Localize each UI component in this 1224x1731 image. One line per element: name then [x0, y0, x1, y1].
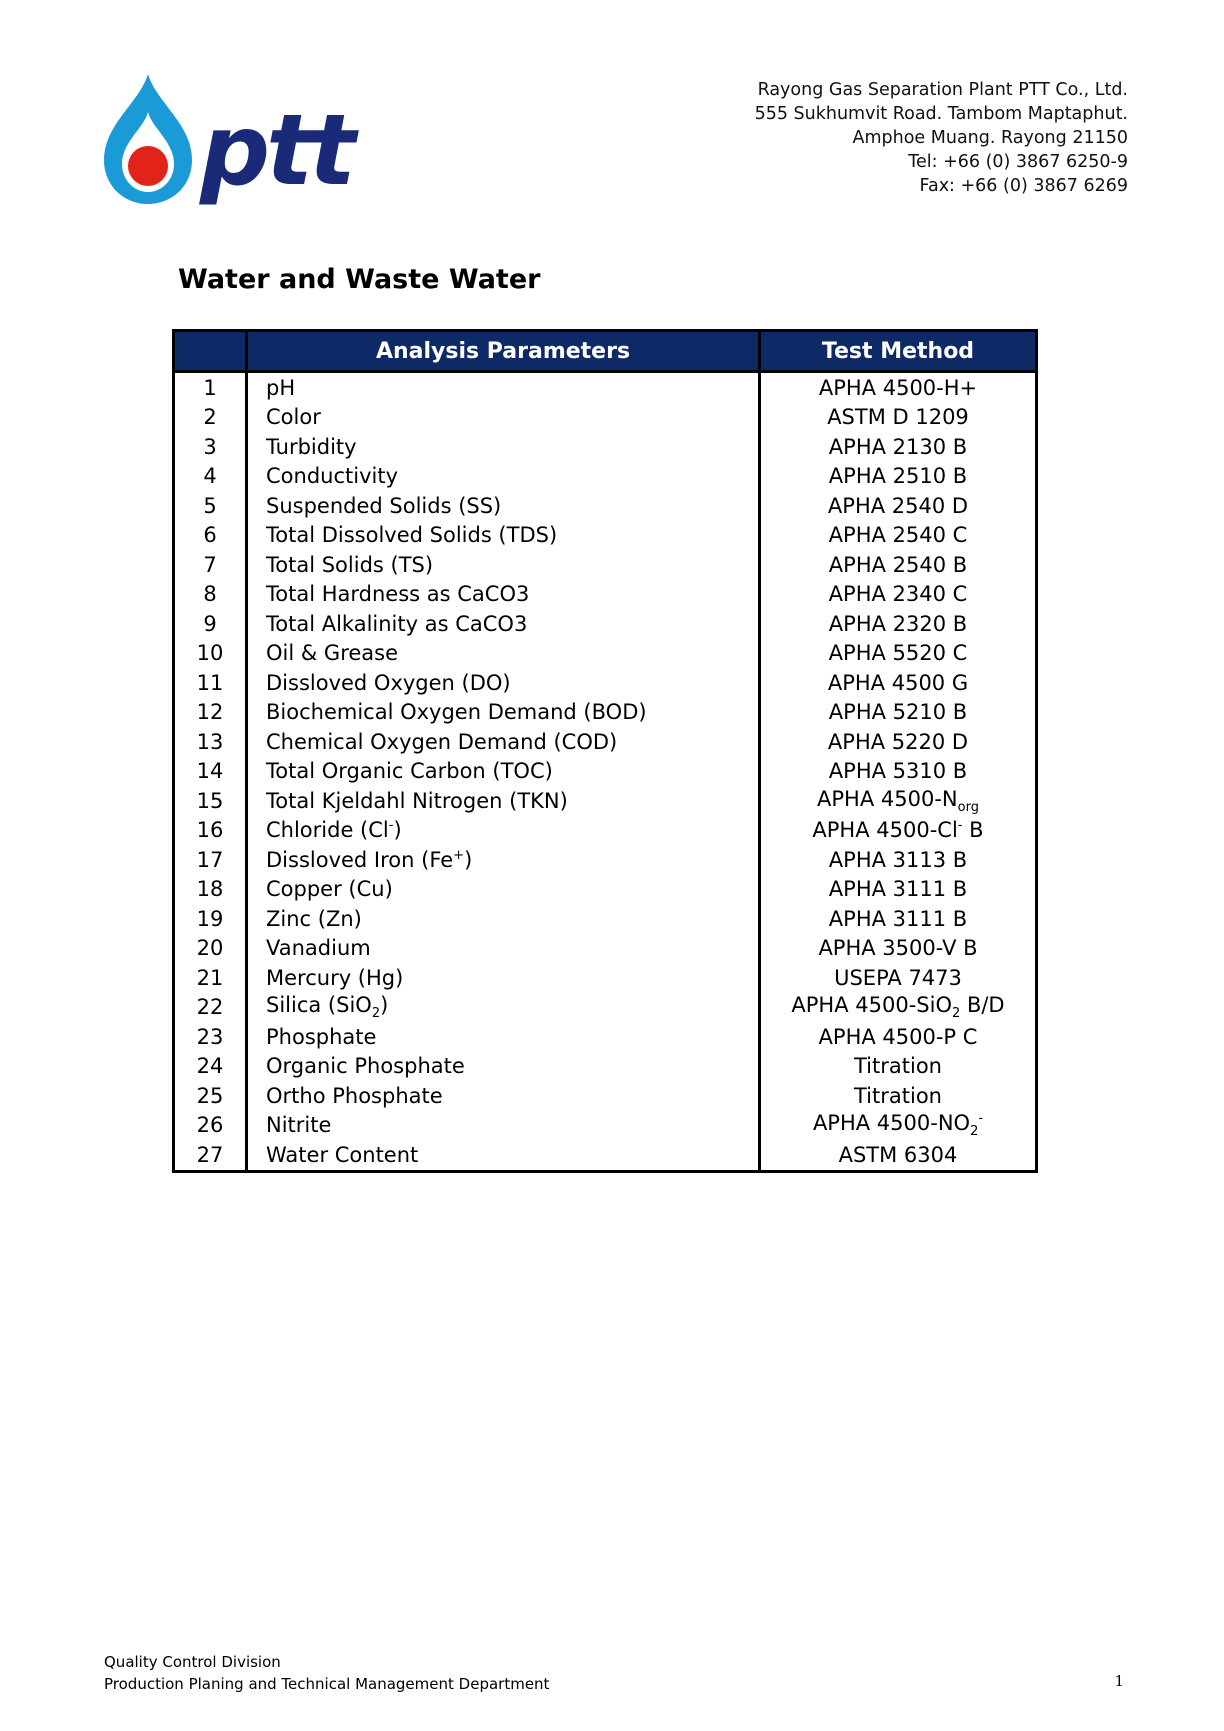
row-number: 12 [196, 700, 224, 725]
row-number: 17 [196, 847, 224, 872]
analysis-parameter: Total Alkalinity as CaCO3 [247, 609, 760, 639]
header-analysis-parameters: Analysis Parameters [247, 331, 760, 372]
test-method: ASTM 6304 [760, 1140, 1037, 1171]
page-number: 1 [1114, 1672, 1124, 1690]
company-address [755, 78, 1128, 198]
analysis-parameter: Total Hardness as CaCO3 [247, 580, 760, 610]
analysis-parameter: Water Content [247, 1140, 760, 1171]
test-method: Titration [760, 1081, 1037, 1111]
row-number: 9 [203, 611, 217, 636]
analysis-parameter: Color [247, 403, 760, 433]
table-header-row [174, 331, 1037, 372]
analysis-parameter: Chemical Oxygen Demand (COD) [247, 727, 760, 757]
table-row [174, 639, 1037, 669]
test-method: APHA 3500-V B [760, 934, 1037, 964]
row-number: 23 [196, 1024, 224, 1049]
analysis-parameter: Vanadium [247, 934, 760, 964]
table-row [174, 904, 1037, 934]
footer [104, 1651, 549, 1695]
address-line: 555 Sukhumvit Road. Tambom Maptaphut. [754, 104, 1128, 124]
table-row [174, 1140, 1037, 1171]
table-row [174, 875, 1037, 905]
row-number: 24 [196, 1054, 224, 1079]
test-method: APHA 4500 G [760, 668, 1037, 698]
analysis-parameter: Dissloved Oxygen (DO) [247, 668, 760, 698]
row-number: 11 [196, 670, 224, 695]
table-row [174, 993, 1037, 1023]
table-row [174, 845, 1037, 875]
analysis-parameter: Conductivity [247, 462, 760, 492]
table-row [174, 609, 1037, 639]
row-number: 10 [196, 641, 224, 666]
test-method: APHA 2340 C [760, 580, 1037, 610]
table-row [174, 1022, 1037, 1052]
test-method: APHA $4500-N_{org}$ [760, 786, 1037, 816]
table-row [174, 668, 1037, 698]
row-number: 15 [196, 788, 224, 813]
table-row [174, 432, 1037, 462]
document-title: Water and Waste Water [178, 264, 541, 295]
test-method: APHA $4500-NO_2^-$ [760, 1111, 1037, 1141]
row-number: 3 [203, 434, 217, 459]
row-number: 21 [196, 965, 224, 990]
test-method: APHA 2540 C [760, 521, 1037, 551]
test-method: APHA 3111 B [760, 904, 1037, 934]
table-row [174, 934, 1037, 964]
footer-division: Quality Control Division [104, 1653, 281, 1671]
test-method: APHA 2130 B [760, 432, 1037, 462]
test-method: APHA 2320 B [760, 609, 1037, 639]
table-row [174, 491, 1037, 521]
table-row [174, 521, 1037, 551]
row-number: 20 [196, 936, 224, 961]
analysis-parameter: Ortho Phosphate [247, 1081, 760, 1111]
test-method: APHA 2540 D [760, 491, 1037, 521]
row-number: 16 [196, 818, 224, 843]
address-line: Rayong Gas Separation Plant PTT Co., Ltd. [757, 80, 1128, 100]
row-number: 6 [203, 523, 217, 548]
row-number: 7 [203, 552, 217, 577]
row-number: 25 [196, 1083, 224, 1108]
row-number: 8 [203, 582, 217, 607]
analysis-parameter: Total Dissolved Solids (TDS) [247, 521, 760, 551]
fax-line: Fax: +66 (0) 3867 6269 [919, 176, 1128, 196]
footer-department: Production Planing and Technical Management Department [104, 1675, 550, 1693]
analysis-parameter: Dissloved Iron (Fe+) [247, 845, 760, 875]
test-method: APHA 3111 B [760, 875, 1037, 905]
analysis-parameter: Zinc (Zn) [247, 904, 760, 934]
table-row [174, 1081, 1037, 1111]
parameters-table [172, 329, 1038, 1173]
test-method: APHA 3113 B [760, 845, 1037, 875]
analysis-parameter: Phosphate [247, 1022, 760, 1052]
test-method: APHA 5520 C [760, 639, 1037, 669]
analysis-parameter: Chloride (Cl-) [247, 816, 760, 846]
analysis-parameter: Oil & Grease [247, 639, 760, 669]
row-number: 27 [196, 1142, 224, 1167]
test-method: Titration [760, 1052, 1037, 1082]
header-number [174, 331, 247, 372]
row-number: 13 [196, 729, 224, 754]
row-number: 2 [203, 405, 217, 430]
table-row [174, 550, 1037, 580]
analysis-parameter: Total Organic Carbon (TOC) [247, 757, 760, 787]
test-method: APHA 5220 D [760, 727, 1037, 757]
row-number: 18 [196, 877, 224, 902]
analysis-parameter: Total Kjeldahl Nitrogen (TKN) [247, 786, 760, 816]
analysis-parameter: Silica (SiO$_2$) [247, 993, 760, 1023]
table-row [174, 698, 1037, 728]
table-row [174, 1111, 1037, 1141]
table-row [174, 816, 1037, 846]
test-method: APHA 4500-P C [760, 1022, 1037, 1052]
table-row [174, 963, 1037, 993]
logo-red-circle [128, 146, 168, 186]
analysis-parameter: Organic Phosphate [247, 1052, 760, 1082]
test-method: APHA 4500-Cl- B [760, 816, 1037, 846]
table-row [174, 580, 1037, 610]
row-number: 14 [196, 759, 224, 784]
analysis-parameter: Suspended Solids (SS) [247, 491, 760, 521]
row-number: 5 [203, 493, 217, 518]
test-method: APHA 5310 B [760, 757, 1037, 787]
table-row [174, 372, 1037, 403]
row-number: 1 [203, 375, 217, 400]
row-number: 22 [196, 995, 224, 1020]
test-method: APHA 2540 B [760, 550, 1037, 580]
row-number: 19 [196, 906, 224, 931]
ptt-logo [100, 72, 410, 212]
table-row [174, 727, 1037, 757]
test-method: ASTM D 1209 [760, 403, 1037, 433]
table-body [174, 372, 1037, 1172]
test-method: APHA 2510 B [760, 462, 1037, 492]
analysis-parameter: Copper (Cu) [247, 875, 760, 905]
header-test-method: Test Method [760, 331, 1037, 372]
test-method: APHA 5210 B [760, 698, 1037, 728]
row-number: 4 [203, 464, 217, 489]
logo-wordmark: ptt [200, 94, 352, 208]
analysis-parameter: Turbidity [247, 432, 760, 462]
test-method: USEPA 7473 [760, 963, 1037, 993]
table-row [174, 462, 1037, 492]
row-number: 26 [196, 1113, 224, 1138]
analysis-parameter: Mercury (Hg) [247, 963, 760, 993]
test-method: APHA 4500-H+ [760, 372, 1037, 403]
analysis-parameter: Biochemical Oxygen Demand (BOD) [247, 698, 760, 728]
analysis-parameter: Total Solids (TS) [247, 550, 760, 580]
address-line: Amphoe Muang. Rayong 21150 [852, 128, 1128, 148]
table-row [174, 403, 1037, 433]
analysis-parameter: pH [247, 372, 760, 403]
table-row [174, 757, 1037, 787]
test-method: APHA 4500-SiO$_2$ B/D [760, 993, 1037, 1023]
table-row [174, 786, 1037, 816]
analysis-parameter: Nitrite [247, 1111, 760, 1141]
phone-line: Tel: +66 (0) 3867 6250-9 [908, 152, 1128, 172]
table-row [174, 1052, 1037, 1082]
